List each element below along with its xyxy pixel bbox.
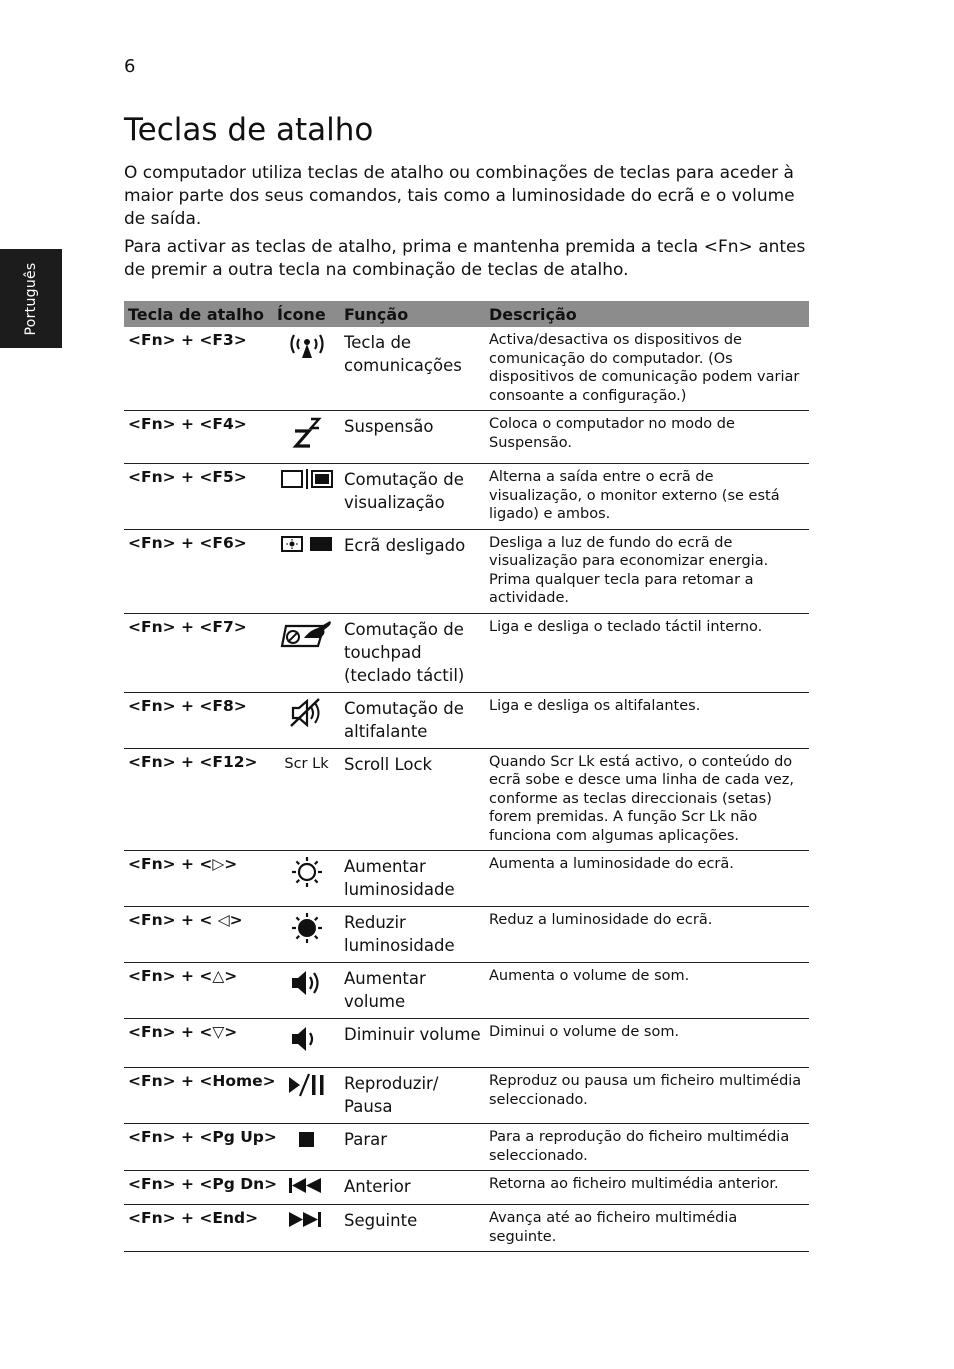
next-track-icon (273, 1205, 340, 1252)
volume-up-icon (273, 963, 340, 1019)
description-cell: Reduz a luminosidade do ecrã. (485, 907, 809, 963)
function-cell: Diminuir volume (340, 1019, 485, 1068)
hotkey-cell: <Fn> + <F8> (124, 692, 273, 748)
speaker-mute-icon (273, 692, 340, 748)
table-row (124, 1019, 809, 1068)
previous-track-icon (273, 1171, 340, 1205)
function-cell: Ecrã desligado (340, 529, 485, 613)
page-number: 6 (124, 56, 136, 77)
description-cell: Avança até ao ficheiro multimédia seguinte. (485, 1205, 809, 1252)
function-cell: Aumentar luminosidade (340, 851, 485, 907)
hotkey-cell: <Fn> + <F5> (124, 464, 273, 530)
play-pause-icon (273, 1068, 340, 1124)
activation-paragraph: Para activar as teclas de atalho, prima e mantenha premida a tecla <Fn> antes de premir a outra tecla na combinação de teclas de atalho. (124, 237, 806, 280)
header-hotkey: Tecla de atalho (124, 301, 273, 327)
table-row (124, 327, 809, 411)
hotkey-cell: <Fn> + < ◁> (124, 907, 273, 963)
screen-off-icon (273, 529, 340, 613)
table-row (124, 464, 809, 530)
function-cell: Suspensão (340, 411, 485, 464)
description-cell: Quando Scr Lk está activo, o conteúdo do ecrã sobe e desce uma linha de cada vez, conforme as teclas direccionais (setas) forem premidas. A função Scr Lk não funciona com algumas aplicações. (485, 748, 809, 851)
hotkey-cell: <Fn> + <△> (124, 963, 273, 1019)
description-cell: Desliga a luz de fundo do ecrã de visualização para economizar energia. Prima qualquer tecla para retomar a actividade. (485, 529, 809, 613)
scroll-lock-icon-label: Scr Lk (284, 755, 329, 772)
table-row (124, 748, 809, 851)
sleep-zz-icon (273, 411, 340, 464)
page-title: Teclas de atalho (124, 112, 374, 148)
volume-down-icon (273, 1019, 340, 1068)
wireless-communication-icon (273, 327, 340, 411)
table-row (124, 1068, 809, 1124)
language-label: Português (23, 262, 39, 335)
table-row (124, 1171, 809, 1205)
table-row (124, 411, 809, 464)
display-toggle-icon (273, 464, 340, 530)
description-cell: Para a reprodução do ficheiro multimédia seleccionado. (485, 1124, 809, 1171)
table-row (124, 692, 809, 748)
hotkey-cell: <Fn> + <Pg Dn> (124, 1171, 273, 1205)
hotkey-cell: <Fn> + <▽> (124, 1019, 273, 1068)
hotkey-cell: <Fn> + <F3> (124, 327, 273, 411)
touchpad-toggle-icon (273, 613, 340, 692)
hotkey-cell: <Fn> + <F4> (124, 411, 273, 464)
header-icon: Ícone (273, 301, 340, 327)
hotkey-cell: <Fn> + <Home> (124, 1068, 273, 1124)
table-row (124, 529, 809, 613)
function-cell: Comutação de visualização (340, 464, 485, 530)
stop-icon (273, 1124, 340, 1171)
description-cell: Activa/desactiva os dispositivos de comunicação do computador. (Os dispositivos de comunicação podem variar consoante a configuração.) (485, 327, 809, 411)
function-cell: Comutação de altifalante (340, 692, 485, 748)
table-row (124, 1124, 809, 1171)
hotkeys-table (124, 301, 809, 1252)
description-cell: Aumenta a luminosidade do ecrã. (485, 851, 809, 907)
description-cell: Retorna ao ficheiro multimédia anterior. (485, 1171, 809, 1205)
table-header-row (124, 301, 809, 327)
description-cell: Coloca o computador no modo de Suspensão. (485, 411, 809, 464)
table-row (124, 613, 809, 692)
table-row (124, 907, 809, 963)
hotkey-cell: <Fn> + <End> (124, 1205, 273, 1252)
brightness-down-icon (273, 907, 340, 963)
scroll-lock-icon (273, 748, 340, 851)
function-cell: Aumentar volume (340, 963, 485, 1019)
hotkey-cell: <Fn> + <▷> (124, 851, 273, 907)
function-cell: Anterior (340, 1171, 485, 1205)
function-cell: Reproduzir/ Pausa (340, 1068, 485, 1124)
description-cell: Liga e desliga o teclado táctil interno. (485, 613, 809, 692)
function-cell: Parar (340, 1124, 485, 1171)
language-side-tab (0, 249, 62, 348)
description-cell: Reproduz ou pausa um ficheiro multimédia seleccionado. (485, 1068, 809, 1124)
description-cell: Aumenta o volume de som. (485, 963, 809, 1019)
function-cell: Seguinte (340, 1205, 485, 1252)
description-cell: Alterna a saída entre o ecrã de visualização, o monitor externo (se está ligado) e ambos. (485, 464, 809, 530)
header-description: Descrição (485, 301, 809, 327)
hotkey-cell: <Fn> + <Pg Up> (124, 1124, 273, 1171)
function-cell: Tecla de comunicações (340, 327, 485, 411)
description-cell: Liga e desliga os altifalantes. (485, 692, 809, 748)
function-cell: Reduzir luminosidade (340, 907, 485, 963)
table-row (124, 963, 809, 1019)
table-row (124, 1205, 809, 1252)
brightness-up-icon (273, 851, 340, 907)
hotkey-cell: <Fn> + <F12> (124, 748, 273, 851)
function-cell: Scroll Lock (340, 748, 485, 851)
function-cell: Comutação de touchpad (teclado táctil) (340, 613, 485, 692)
table-row (124, 851, 809, 907)
intro-paragraph: O computador utiliza teclas de atalho ou combinações de teclas para aceder à maior parte dos seus comandos, tais como a luminosidade do ecrã e o volume de saída. (124, 163, 795, 229)
header-function: Função (340, 301, 485, 327)
description-cell: Diminui o volume de som. (485, 1019, 809, 1068)
hotkey-cell: <Fn> + <F6> (124, 529, 273, 613)
hotkey-cell: <Fn> + <F7> (124, 613, 273, 692)
